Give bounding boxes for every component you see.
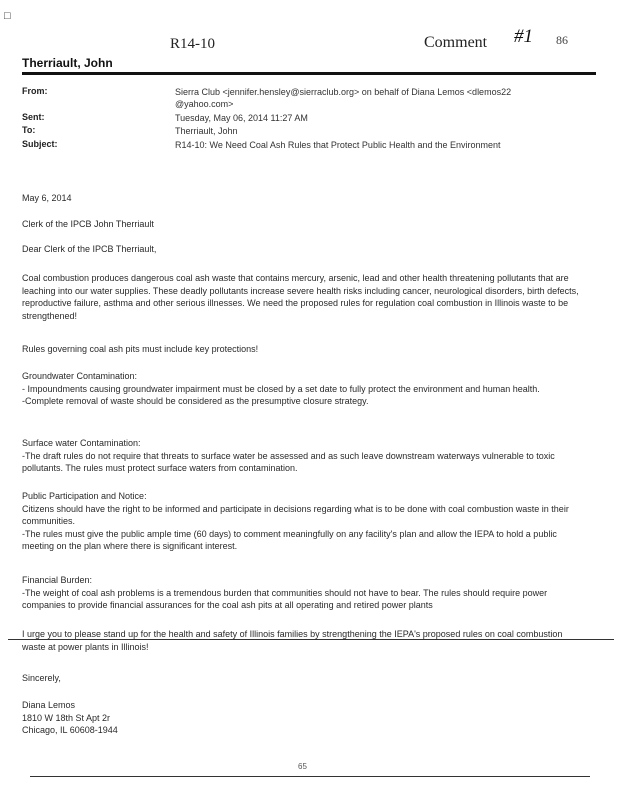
from-label: From: xyxy=(22,86,48,96)
groundwater-section xyxy=(22,370,582,408)
intro-paragraph: Coal combustion produces dangerous coal ash waste that contains mercury, arsenic, lead and other health threatening pollutants that are leaching into our water supplies. These deadly pollutants increase severe health risks including cancer, neurological disorders, birth defects, reproductive failure, asthma and other serious illnesses. We need the proposed rules for regulation coal combustion in Illinois waste to be strengthened! xyxy=(22,273,579,321)
letter-salutation: Dear Clerk of the IPCB Therriault, xyxy=(22,244,157,254)
signature-name: Diana Lemos xyxy=(22,700,76,710)
sent-label: Sent: xyxy=(22,112,45,122)
sent-value: Tuesday, May 06, 2014 11:27 AM xyxy=(175,113,308,123)
signature-block xyxy=(22,699,582,737)
financial-burden-section xyxy=(22,574,582,612)
signoff: Sincerely, xyxy=(22,673,61,683)
closing-paragraph: I urge you to please stand up for the health and safety of Illinois families by strengthening the IEPA's proposed rules on coal combustion waste at power plants in Illinois! xyxy=(22,629,563,652)
scan-underline xyxy=(8,639,614,640)
letter-addressee: Clerk of the IPCB John Therriault xyxy=(22,219,154,229)
financial-burden-item-1: -The weight of coal ash problems is a tremendous burden that communities should not have to bear. The rules should require power companies to provide financial assurances for the coal ash pits at all operating and retired power plants xyxy=(22,587,548,610)
subject-value: R14-10: We Need Coal Ash Rules that Protect Public Health and the Environment xyxy=(175,140,501,150)
to-label: To: xyxy=(22,125,36,135)
recipient-name: Therriault, John xyxy=(22,56,113,70)
corner-checkbox-mark: □ xyxy=(4,11,11,23)
subject-label: Subject: xyxy=(22,139,58,149)
surface-water-heading: Surface water Contamination: xyxy=(22,438,141,448)
footer-rule xyxy=(30,776,590,777)
comment-number: #1 xyxy=(514,26,533,47)
page-number: 65 xyxy=(298,762,307,771)
signature-address-2: Chicago, IL 60608-1944 xyxy=(22,725,118,735)
public-participation-item-2: -The rules must give the public ample time (60 days) to comment meaningfully on any facility's plan and allow the IEPA to hold a public meeting on the plan where there is significant interest. xyxy=(22,528,557,551)
from-value-line1: Sierra Club <jennifer.hensley@sierraclub.org> on behalf of Diana Lemos <dlemos22 xyxy=(175,87,512,97)
public-participation-item-1: Citizens should have the right to be informed and participate in decisions regarding what is to be done with coal combustion waste in their communities. xyxy=(22,503,569,526)
to-value: Therriault, John xyxy=(175,126,238,136)
surface-water-section xyxy=(22,437,582,475)
header-divider xyxy=(22,72,596,75)
financial-burden-heading: Financial Burden: xyxy=(22,575,93,585)
letter-date: May 6, 2014 xyxy=(22,193,72,203)
docket-number: R14-10 xyxy=(170,36,215,52)
protections-line: Rules governing coal ash pits must include key protections! xyxy=(22,344,259,354)
groundwater-heading: Groundwater Contamination: xyxy=(22,371,138,381)
public-participation-section xyxy=(22,490,582,553)
page-reference: 86 xyxy=(556,33,568,47)
comment-label: Comment xyxy=(424,34,488,51)
public-participation-heading: Public Participation and Notice: xyxy=(22,491,147,501)
groundwater-item-2: -Complete removal of waste should be considered as the presumptive closure strategy. xyxy=(22,396,369,406)
groundwater-item-1: - Impoundments causing groundwater impairment must be closed by a set date to fully protect the environment and human health. xyxy=(22,383,540,394)
surface-water-item-1: -The draft rules do not require that threats to surface water be assessed and as such leave downstream waterways vulnerable to toxic pollutants. The rules must protect surface waters from contamination. xyxy=(22,450,555,473)
from-value-line2: @yahoo.com> xyxy=(175,99,234,109)
from-value xyxy=(175,86,511,110)
signature-address-1: 1810 W 18th St Apt 2r xyxy=(22,712,111,723)
